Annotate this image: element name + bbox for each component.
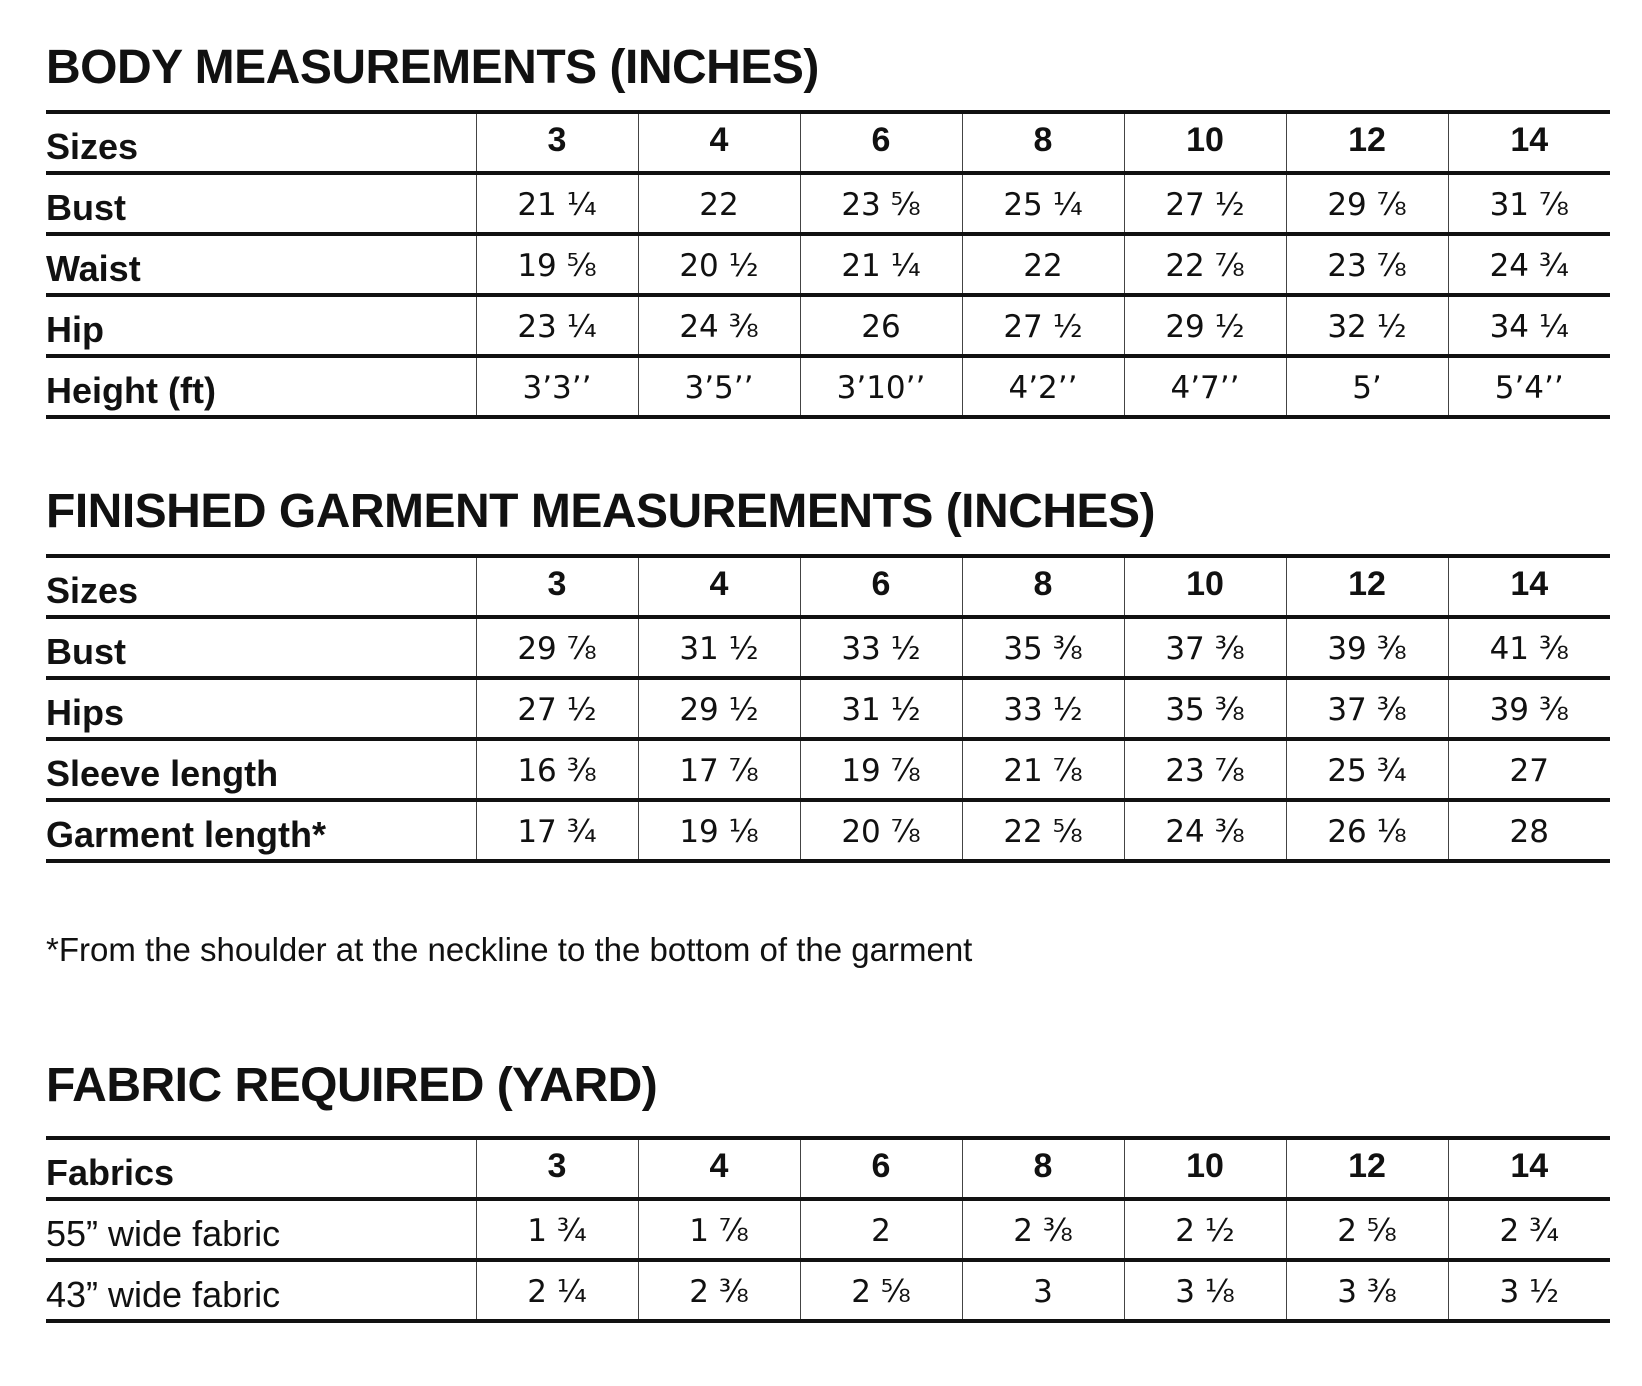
table-row [46, 678, 1610, 739]
value-cell: 22 [962, 234, 1124, 295]
value-cell: 33 ½ [962, 678, 1124, 739]
row-label: Height (ft) [46, 356, 476, 417]
value-cell: 22 ⅞ [1124, 234, 1286, 295]
value-cell: 28 [1448, 800, 1610, 861]
value-cell: 24 ⅜ [1124, 800, 1286, 861]
table-row [46, 1260, 1610, 1321]
table-row [46, 800, 1610, 861]
row-label: Bust [46, 617, 476, 678]
value-cell: 2 ½ [1124, 1199, 1286, 1260]
size-header: 14 [1448, 112, 1610, 173]
table-header-row [46, 556, 1610, 617]
row-label: Sleeve length [46, 739, 476, 800]
value-cell: 27 ½ [476, 678, 638, 739]
value-cell: 23 ⅞ [1286, 234, 1448, 295]
value-cell: 3 ½ [1448, 1260, 1610, 1321]
row-label: Waist [46, 234, 476, 295]
size-header: 8 [962, 556, 1124, 617]
value-cell: 5’ [1286, 356, 1448, 417]
value-cell: 3’3’’ [476, 356, 638, 417]
table-row [46, 173, 1610, 234]
row-label: Hips [46, 678, 476, 739]
size-header: 3 [476, 556, 638, 617]
size-header: 8 [962, 1138, 1124, 1199]
table-row [46, 356, 1610, 417]
value-cell: 1 ¾ [476, 1199, 638, 1260]
table-header-row [46, 112, 1610, 173]
value-cell: 37 ⅜ [1124, 617, 1286, 678]
size-header: 14 [1448, 1138, 1610, 1199]
size-header: 14 [1448, 556, 1610, 617]
fabric-required-table [46, 1136, 1610, 1323]
table-row [46, 1199, 1610, 1260]
row-label: Garment length* [46, 800, 476, 861]
value-cell: 2 ⅝ [1286, 1199, 1448, 1260]
value-cell: 3 [962, 1260, 1124, 1321]
value-cell: 16 ⅜ [476, 739, 638, 800]
value-cell: 29 ½ [1124, 295, 1286, 356]
value-cell: 3 ⅜ [1286, 1260, 1448, 1321]
size-header: 3 [476, 112, 638, 173]
value-cell: 2 ¾ [1448, 1199, 1610, 1260]
value-cell: 24 ¾ [1448, 234, 1610, 295]
value-cell: 2 ⅜ [638, 1260, 800, 1321]
value-cell: 37 ⅜ [1286, 678, 1448, 739]
value-cell: 41 ⅜ [1448, 617, 1610, 678]
value-cell: 19 ⅝ [476, 234, 638, 295]
table-row [46, 295, 1610, 356]
header-label: Fabrics [46, 1138, 476, 1199]
body-measurements-table [46, 110, 1610, 419]
table-row [46, 739, 1610, 800]
value-cell: 35 ⅜ [1124, 678, 1286, 739]
table-header-row [46, 1138, 1610, 1199]
value-cell: 27 ½ [1124, 173, 1286, 234]
value-cell: 27 [1448, 739, 1610, 800]
value-cell: 21 ¼ [476, 173, 638, 234]
size-header: 4 [638, 1138, 800, 1199]
header-label: Sizes [46, 556, 476, 617]
finished-garment-title: FINISHED GARMENT MEASUREMENTS (INCHES) [46, 485, 1156, 538]
value-cell: 23 ⅞ [1124, 739, 1286, 800]
header-label: Sizes [46, 112, 476, 173]
size-header: 6 [800, 1138, 962, 1199]
size-header: 12 [1286, 112, 1448, 173]
value-cell: 22 [638, 173, 800, 234]
value-cell: 2 ⅜ [962, 1199, 1124, 1260]
value-cell: 21 ¼ [800, 234, 962, 295]
size-header: 12 [1286, 556, 1448, 617]
value-cell: 23 ⅝ [800, 173, 962, 234]
row-label: 43” wide fabric [46, 1260, 476, 1321]
table-row [46, 234, 1610, 295]
value-cell: 21 ⅞ [962, 739, 1124, 800]
value-cell: 35 ⅜ [962, 617, 1124, 678]
table-row [46, 617, 1610, 678]
value-cell: 22 ⅝ [962, 800, 1124, 861]
value-cell: 1 ⅞ [638, 1199, 800, 1260]
finished-garment-table [46, 554, 1610, 863]
value-cell: 3’5’’ [638, 356, 800, 417]
value-cell: 31 ½ [800, 678, 962, 739]
value-cell: 3’10’’ [800, 356, 962, 417]
value-cell: 17 ⅞ [638, 739, 800, 800]
value-cell: 29 ⅞ [476, 617, 638, 678]
value-cell: 25 ¾ [1286, 739, 1448, 800]
size-header: 10 [1124, 1138, 1286, 1199]
row-label: Bust [46, 173, 476, 234]
value-cell: 39 ⅜ [1448, 678, 1610, 739]
value-cell: 29 ⅞ [1286, 173, 1448, 234]
value-cell: 4’2’’ [962, 356, 1124, 417]
value-cell: 2 ⅝ [800, 1260, 962, 1321]
value-cell: 20 ½ [638, 234, 800, 295]
value-cell: 33 ½ [800, 617, 962, 678]
value-cell: 2 ¼ [476, 1260, 638, 1321]
value-cell: 19 ⅞ [800, 739, 962, 800]
value-cell: 39 ⅜ [1286, 617, 1448, 678]
value-cell: 20 ⅞ [800, 800, 962, 861]
value-cell: 29 ½ [638, 678, 800, 739]
value-cell: 26 [800, 295, 962, 356]
garment-length-footnote: *From the shoulder at the neckline to the bottom of the garment [46, 931, 973, 968]
size-header: 6 [800, 112, 962, 173]
value-cell: 23 ¼ [476, 295, 638, 356]
size-header: 4 [638, 112, 800, 173]
size-header: 3 [476, 1138, 638, 1199]
size-header: 10 [1124, 556, 1286, 617]
value-cell: 24 ⅜ [638, 295, 800, 356]
value-cell: 25 ¼ [962, 173, 1124, 234]
size-header: 8 [962, 112, 1124, 173]
fabric-required-title: FABRIC REQUIRED (YARD) [46, 1059, 658, 1112]
body-measurements-title: BODY MEASUREMENTS (INCHES) [46, 41, 819, 94]
value-cell: 4’7’’ [1124, 356, 1286, 417]
value-cell: 32 ½ [1286, 295, 1448, 356]
value-cell: 5’4’’ [1448, 356, 1610, 417]
value-cell: 19 ⅛ [638, 800, 800, 861]
row-label: Hip [46, 295, 476, 356]
value-cell: 17 ¾ [476, 800, 638, 861]
size-header: 6 [800, 556, 962, 617]
value-cell: 27 ½ [962, 295, 1124, 356]
size-header: 4 [638, 556, 800, 617]
size-header: 12 [1286, 1138, 1448, 1199]
value-cell: 26 ⅛ [1286, 800, 1448, 861]
row-label: 55” wide fabric [46, 1199, 476, 1260]
value-cell: 3 ⅛ [1124, 1260, 1286, 1321]
value-cell: 34 ¼ [1448, 295, 1610, 356]
size-header: 10 [1124, 112, 1286, 173]
value-cell: 31 ½ [638, 617, 800, 678]
value-cell: 2 [800, 1199, 962, 1260]
value-cell: 31 ⅞ [1448, 173, 1610, 234]
